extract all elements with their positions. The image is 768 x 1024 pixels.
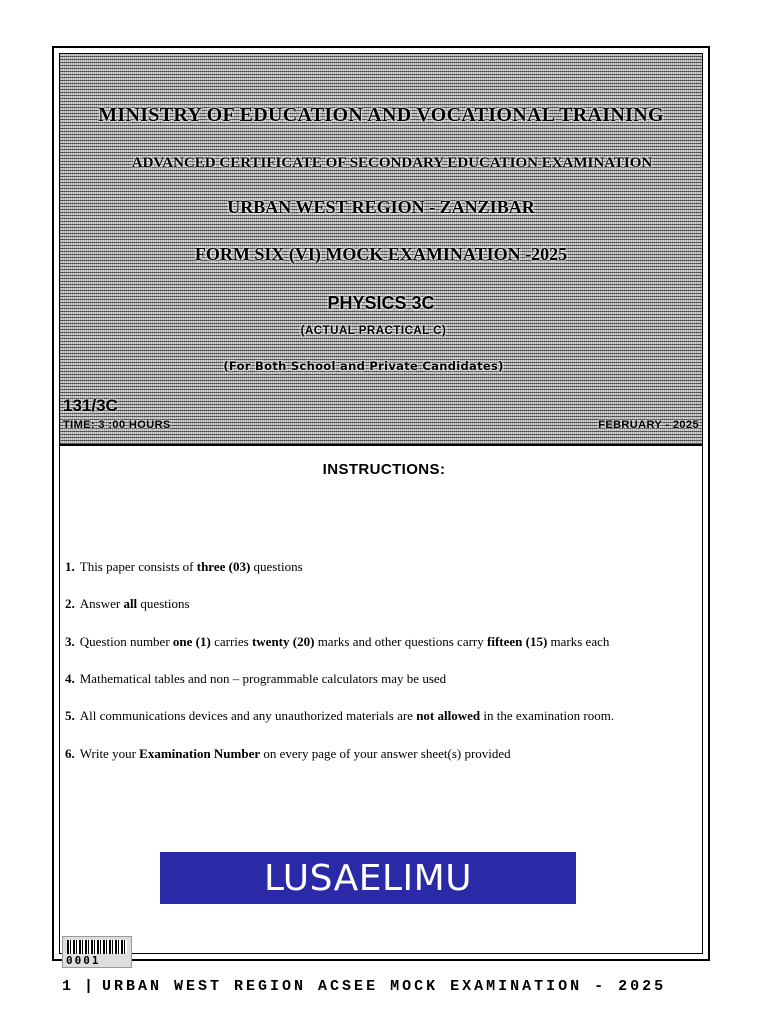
item-bold: twenty (20): [251, 634, 315, 649]
item-bold: not allowed: [416, 708, 481, 723]
instruction-item: [65, 596, 190, 612]
exam-title: FORM SIX (VI) MOCK EXAMINATION -2025: [194, 244, 568, 264]
item-text: Write your: [79, 746, 140, 761]
candidates-subtitle: (For Both School and Private Candidates): [223, 359, 504, 373]
region-title: URBAN WEST REGION - ZANZIBAR: [227, 197, 535, 217]
instruction-item: [65, 708, 614, 724]
item-text: questions: [137, 596, 190, 611]
item-text: marks and other questions carry: [314, 634, 487, 649]
barcode-digits: 0001: [66, 954, 101, 967]
item-text: This paper consists of: [79, 559, 197, 574]
item-text: All communications devices and any unauthorized materials are: [79, 708, 417, 723]
footer-separator: |: [84, 978, 97, 995]
instructions-heading: INSTRUCTIONS:: [322, 461, 446, 478]
item-text: in the examination room.: [480, 708, 615, 723]
item-bold: three (03): [196, 559, 251, 574]
item-text: carries: [210, 634, 252, 649]
instruction-item: [65, 746, 511, 762]
page-number: 1: [62, 978, 75, 995]
page-footer: [62, 978, 666, 995]
item-text: Answer: [79, 596, 124, 611]
item-bold: all: [123, 596, 138, 611]
item-text: on every page of your answer sheet(s) provided: [260, 746, 511, 761]
header-block: [60, 54, 702, 446]
item-text: marks each: [547, 634, 610, 649]
exam-cover-frame: [52, 46, 710, 961]
item-number: 2.: [65, 596, 75, 611]
item-text: questions: [250, 559, 303, 574]
footer-text: URBAN WEST REGION ACSEE MOCK EXAMINATION - 2025: [102, 978, 667, 995]
paper-code: 131/3C: [63, 396, 118, 415]
item-number: 5.: [65, 708, 75, 723]
lusaelimu-banner[interactable]: LUSAELIMU: [160, 852, 576, 904]
item-bold: one (1): [172, 634, 211, 649]
instruction-item: [65, 671, 446, 687]
practical-subtitle: (ACTUAL PRACTICAL C): [300, 325, 447, 337]
subject-title: PHYSICS 3C: [327, 293, 435, 313]
certificate-title: ADVANCED CERTIFICATE OF SECONDARY EDUCATION EXAMINATION: [131, 155, 653, 171]
item-bold: Examination Number: [139, 746, 261, 761]
item-number: 1.: [65, 559, 75, 574]
instruction-item: [65, 559, 303, 575]
barcode-bars: [67, 940, 127, 954]
item-text: Question number: [79, 634, 173, 649]
item-number: 3.: [65, 634, 75, 649]
exam-month: FEBRUARY - 2025: [598, 419, 699, 431]
item-text: Mathematical tables and non – programmable calculators may be used: [79, 671, 447, 686]
item-number: 4.: [65, 671, 75, 686]
item-number: 6.: [65, 746, 75, 761]
ministry-title: MINISTRY OF EDUCATION AND VOCATIONAL TRAINING: [98, 104, 664, 126]
frame-inner: [59, 53, 703, 954]
time-allowed: TIME: 3 :00 HOURS: [63, 419, 171, 431]
item-bold: fifteen (15): [487, 634, 548, 649]
barcode-icon: [62, 936, 132, 968]
instruction-item: [65, 634, 609, 650]
